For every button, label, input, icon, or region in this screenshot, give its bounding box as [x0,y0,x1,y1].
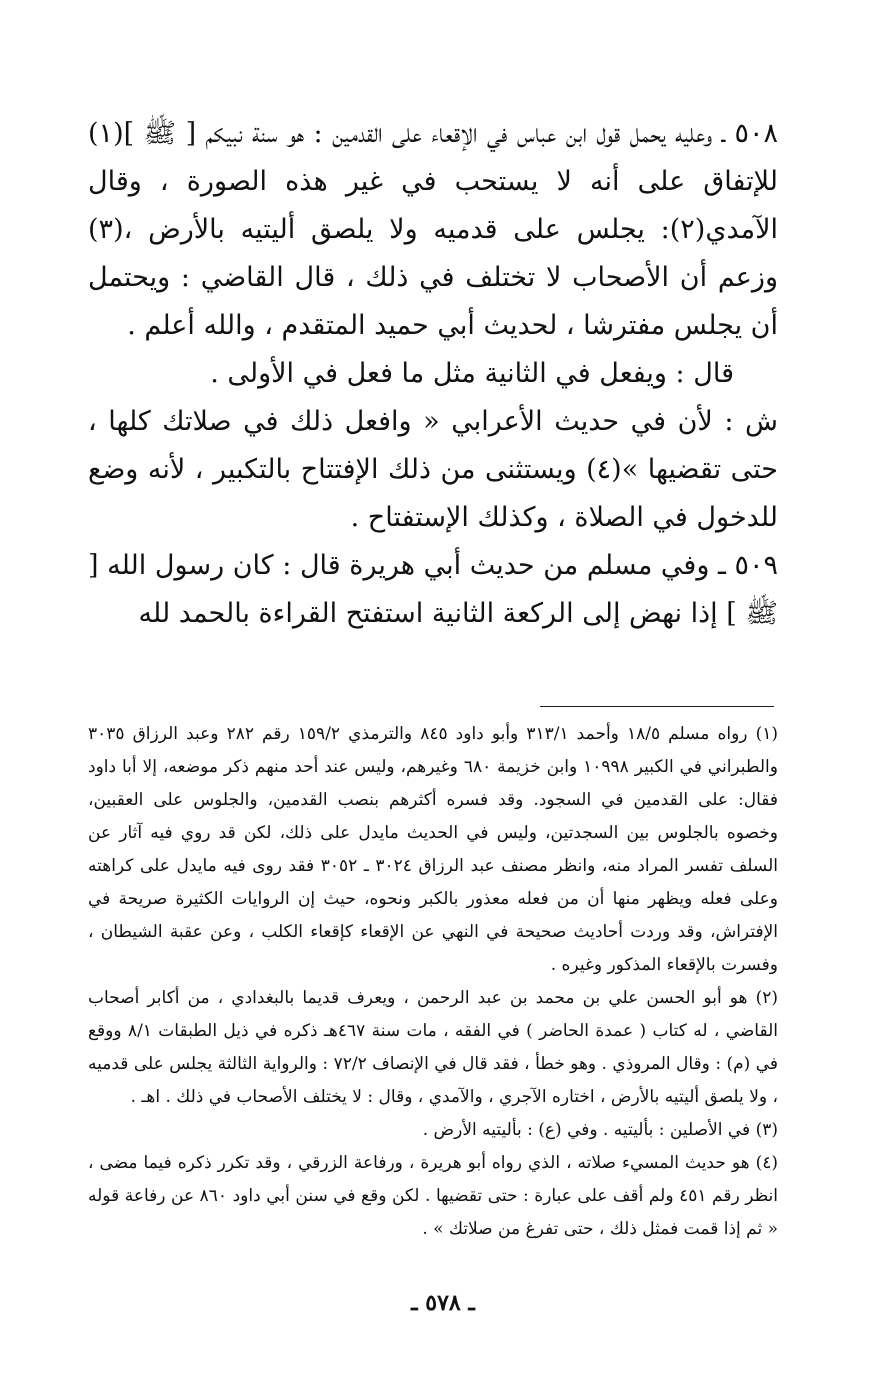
matn-qal: قال : ويفعل في الثانية مثل ما فعل في الأولى . [210,358,734,389]
sharh-paragraph: ش : لأن في حديث الأعرابي « وافعل ذلك في صلاتك كلها ، حتى تقضيها »(٤) ويستثنى من ذلك الإفتتاح بالتكبير ، لأنه وضع للدخول في الصلاة ، وكذلك الإستفتاح . [88,406,778,533]
page-body [88,110,778,638]
footnotes [88,718,778,1246]
paragraph-508: ٥٠٨ ـ وعليه يحمل قول ابن عباس في الإقعاء على القدمين : هو سنة نبيكم [ ﷺ ](١) للإتفاق على أنه لا يستحب في غير هذه الصورة ، وقال الآمدي(٢): يجلس على قدميه ولا يلصق أليتيه بالأرض ،(٣) وزعم أن الأصحاب لا تختلف في ذلك ، قال القاضي : ويحتمل أن يجلس مفترشا ، لحديث أبي حميد المتقدم ، والله أعلم . [88,118,778,341]
footnote-1: (١) رواه مسلم ١٨/٥ وأحمد ٣١٣/١ وأبو داود ٨٤٥ والترمذي ١٥٩/٢ رقم ٢٨٢ وعبد الرزاق ٣٠٣٥ والطبراني في الكبير ١٠٩٩٨ وابن خزيمة ٦٨٠ وغيرهم، وليس عند أحد منهم ذكر موضعه، إلا أبا داود فقال: على القدمين في السجود. وقد فسره أكثرهم بنصب القدمين، والجلوس على العقبين، وخصوه بالجلوس بين السجدتين، وليس في الحديث مايدل على ذلك، لكن قد روي فيه آثار عن السلف تفسر المراد منه، وانظر مصنف عبد الرزاق ٣٠٢٤ ـ ٣٠٥٢ فقد روى فيه مايدل على كراهته وعلى فعله ويظهر منها أن من فعله معذور بالكبر ونحوه، حيث إن الروايات الكثيرة صريحة في الإفتراش، وقد وردت أحاديث صحيحة في النهي عن الإقعاء كإقعاء الكلب ، وعن عقبة الشيطان ، وفسرت بالإقعاء المذكور وغيره . [88,724,778,975]
footnote-3: (٣) في الأصلين : بأليتيه . وفي (ع) : بأليتيه الأرض . [422,1120,778,1140]
footnote-divider [540,706,774,707]
page-number: ـ ٥٧٨ ـ [411,1290,475,1316]
paragraph-509: ٥٠٩ ـ وفي مسلم من حديث أبي هريرة قال : كان رسول الله [ ﷺ ] إذا نهض إلى الركعة الثانية استفتح القراءة بالحمد لله [88,550,778,629]
footnote-4: (٤) هو حديث المسيء صلاته ، الذي رواه أبو هريرة ، ورفاعة الزرقي ، وقد تكرر ذكره فيما مضى ، انظر رقم ٤٥١ ولم أقف على عبارة : حتى تقضيها . لكن وقع في سنن أبي داود ٨٦٠ عن رفاعة قوله « ثم إذا قمت فمثل ذلك ، حتى تفرغ من صلاتك » . [88,1153,778,1239]
footnote-2: (٢) هو أبو الحسن علي بن محمد بن عبد الرحمن ، ويعرف قديما بالبغدادي ، من أكابر أصحاب القاضي ، له كتاب ( عمدة الحاضر ) في الفقه ، مات سنة ٤٦٧هـ ذكره في ذيل الطبقات ٨/١ ووقع في (م) : وقال المروذي . وهو خطأ ، فقد قال في الإنصاف ٧٢/٢ : والرواية الثالثة يجلس على قدميه ، ولا يلصق أليتيه بالأرض ، اختاره الآجري ، والآمدي ، وقال : لا يختلف الأصحاب في ذلك . اهـ . [88,988,779,1107]
main-text [88,110,778,638]
